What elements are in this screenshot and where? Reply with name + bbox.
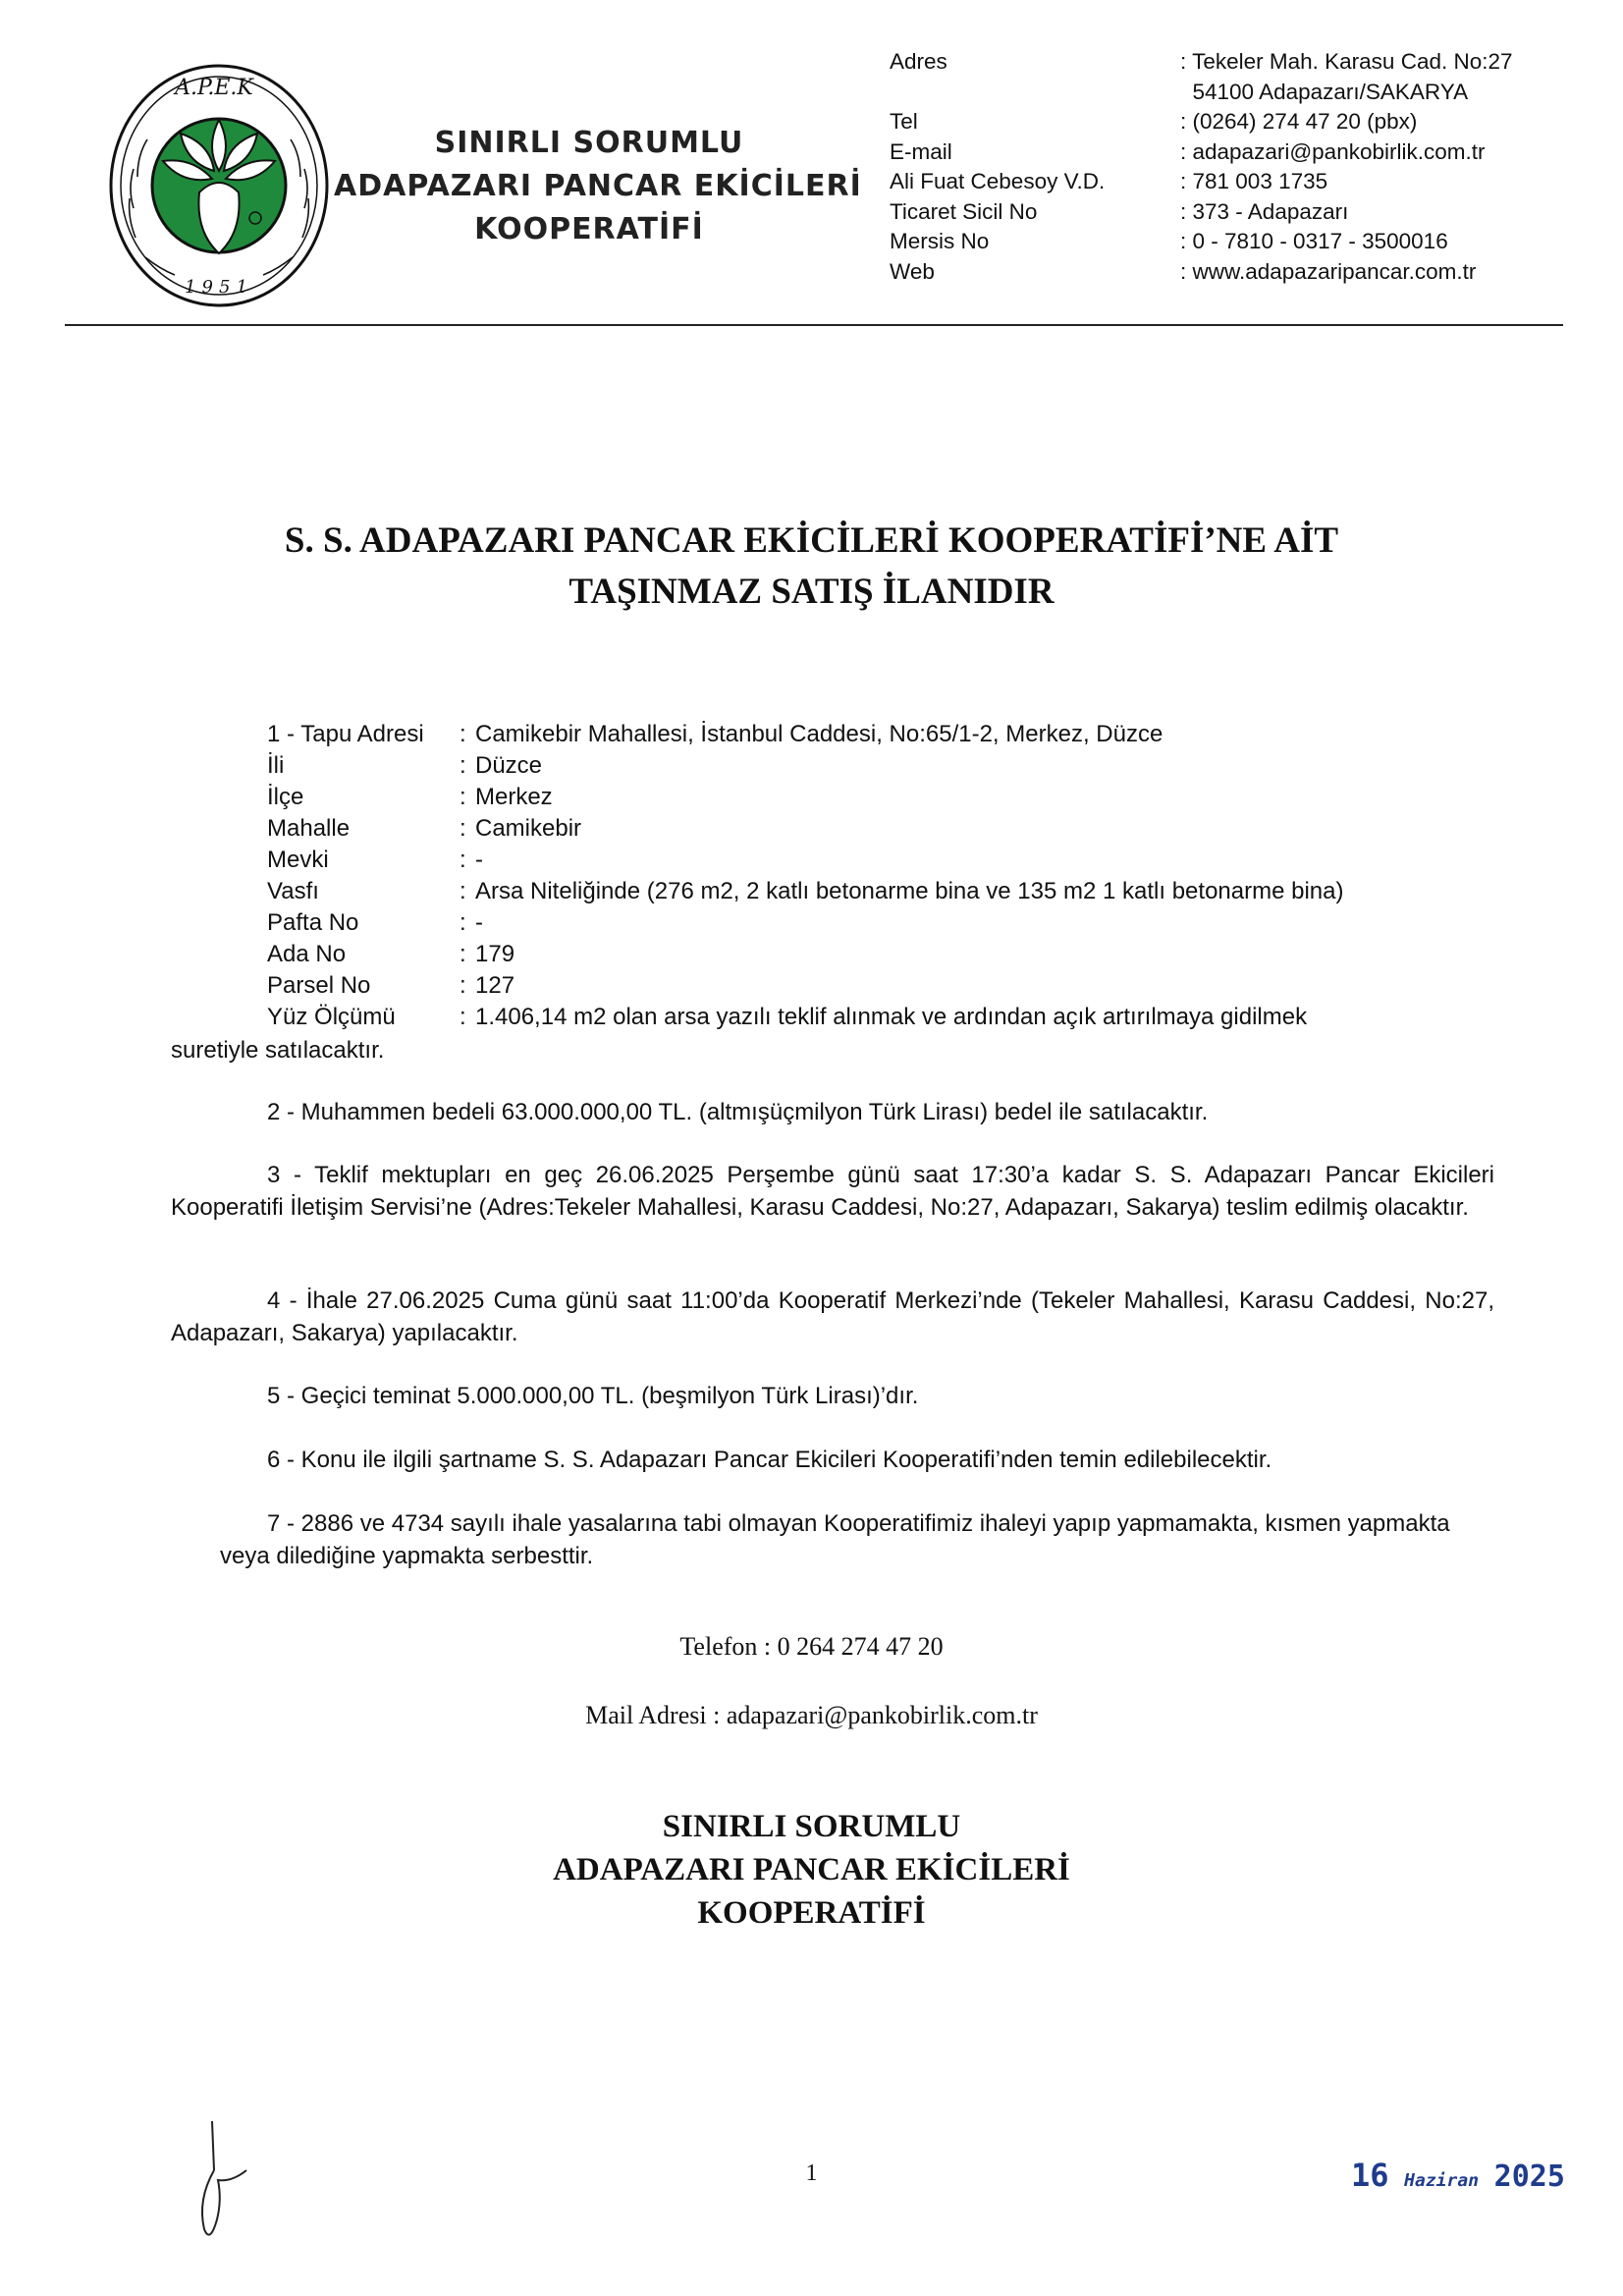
contact-row	[890, 167, 1513, 197]
property-value: Camikebir	[475, 815, 582, 842]
property-sep: :	[460, 847, 466, 873]
property-value: 127	[475, 972, 515, 999]
property-sep: :	[460, 784, 466, 810]
footer-mail: Mail Adresi : adapazari@pankobirlik.com.tr	[585, 1701, 1038, 1729]
date-stamp	[1351, 2157, 1565, 2194]
contact-value: : (0264) 274 47 20 (pbx)	[1180, 109, 1418, 134]
contact-row	[890, 78, 1513, 108]
property-row	[267, 845, 1343, 876]
contact-row	[890, 107, 1513, 137]
contact-label: Web	[890, 258, 935, 284]
property-label: Vasfı	[267, 878, 319, 904]
footer-org-line: ADAPAZARI PANCAR EKİCİLERİ	[553, 1852, 1070, 1887]
footer-org-name	[0, 1805, 1623, 1935]
property-value: Merkez	[475, 784, 553, 810]
footer-org-line: SINIRLI SORUMLU	[662, 1809, 961, 1844]
property-label: İli	[267, 752, 285, 779]
property-row	[267, 939, 1343, 970]
property-value: Düzce	[475, 752, 543, 779]
contact-row	[890, 227, 1513, 257]
header-org-name	[334, 122, 862, 251]
contact-row	[890, 257, 1513, 288]
contact-value: 54100 Adapazarı/SAKARYA	[1180, 79, 1469, 104]
contact-row	[890, 47, 1513, 78]
date-stamp-day: 16	[1351, 2157, 1389, 2194]
contact-label: E-mail	[890, 138, 952, 164]
contact-label: Tel	[890, 109, 918, 134]
page-number: 1	[805, 2160, 818, 2186]
contact-label: Ticaret Sicil No	[890, 198, 1038, 224]
property-sep: :	[460, 941, 466, 967]
property-tail-text: suretiyle satılacaktır.	[171, 1037, 385, 1064]
header-org-line: ADAPAZARI PANCAR EKİCİLERİ	[334, 169, 862, 203]
contact-value: : 781 003 1735	[1180, 169, 1328, 193]
property-details	[267, 719, 1343, 1033]
paragraph-rights: 7 - 2886 ve 4734 sayılı ihale yasalarına tabi olmayan Kooperatifimiz ihaleyi yapıp yapmamakta, kısmen yapmakta veya dilediğine yapmakta serbesttir.	[220, 1510, 1450, 1569]
property-sep: :	[460, 815, 466, 842]
paragraph-specification: 6 - Konu ile ilgili şartname S. S. Adapazarı Pancar Ekicileri Kooperatifi’nden temin edilebilecektir.	[267, 1447, 1272, 1473]
header-org-line: SINIRLI SORUMLU	[434, 126, 744, 160]
property-sep: :	[460, 878, 466, 904]
property-label: 1 - Tapu Adresi	[267, 721, 424, 747]
contact-value: : 373 - Adapazarı	[1180, 198, 1349, 224]
paragraph-deposit: 5 - Geçici teminat 5.000.000,00 TL. (beşmilyon Türk Lirası)’dır.	[267, 1383, 919, 1409]
property-label: Pafta No	[267, 909, 359, 936]
contact-label: Ali Fuat Cebesoy V.D.	[890, 169, 1106, 193]
paragraph-auction-date: 4 - İhale 27.06.2025 Cuma günü saat 11:00’da Kooperatif Merkezi’nde (Tekeler Mahallesi, Karasu Caddesi, No:27, Adapazarı, Sakarya) yapılacaktır.	[171, 1287, 1494, 1346]
property-row	[267, 970, 1343, 1002]
contact-website[interactable]: : www.adapazaripancar.com.tr	[1180, 258, 1477, 284]
property-row	[267, 750, 1343, 782]
contact-block	[890, 47, 1513, 287]
contact-row	[890, 197, 1513, 228]
property-sep: :	[460, 1004, 466, 1030]
property-sep: :	[460, 972, 466, 999]
property-value: Camikebir Mahallesi, İstanbul Caddesi, No:65/1-2, Merkez, Düzce	[475, 721, 1163, 747]
property-label: Yüz Ölçümü	[267, 1004, 396, 1030]
contact-label: Mersis No	[890, 229, 990, 253]
paragraph-offer-deadline: 3 - Teklif mektupları en geç 26.06.2025 Perşembe günü saat 17:30’a kadar S. S. Adapazarı Pancar Ekicileri Kooperatifi İletişim Servisi’ne (Adres:Tekeler Mahallesi, Karasu Caddesi, No:27, Adapazarı, Sakarya) teslim edilmiş olacaktır.	[171, 1162, 1494, 1221]
property-row	[267, 813, 1343, 845]
property-row	[267, 907, 1343, 939]
property-sep: :	[460, 721, 466, 747]
contact-value: : Tekeler Mah. Karasu Cad. No:27	[1180, 49, 1513, 74]
logo-year-text: 1951	[185, 277, 253, 298]
document-title	[0, 516, 1623, 618]
title-line: S. S. ADAPAZARI PANCAR EKİCİLERİ KOOPERATİFİ’NE AİT	[284, 520, 1339, 561]
property-value: 1.406,14 m2 olan arsa yazılı teklif alınmak ve ardından açık artırılmaya gidilmek	[475, 1004, 1308, 1030]
property-row	[267, 876, 1343, 907]
contact-label: Adres	[890, 49, 947, 74]
paragraph-valuation: 2 - Muhammen bedeli 63.000.000,00 TL. (altmışüçmilyon Türk Lirası) bedel ile satılacaktır.	[267, 1099, 1209, 1125]
property-value: Arsa Niteliğinde (276 m2, 2 katlı betonarme bina ve 135 m2 1 katlı betonarme bina)	[475, 878, 1344, 904]
contact-label	[890, 78, 1180, 108]
header-divider	[65, 324, 1563, 326]
property-row	[267, 719, 1343, 750]
header-org-line: KOOPERATİFİ	[474, 212, 704, 246]
property-sep: :	[460, 909, 466, 936]
footer-phone: Telefon : 0 264 274 47 20	[679, 1632, 944, 1661]
property-label: İlçe	[267, 784, 304, 810]
property-value: -	[475, 847, 483, 873]
cooperative-logo	[106, 61, 332, 310]
date-stamp-month: Haziran	[1404, 2170, 1480, 2191]
property-row	[267, 1002, 1343, 1033]
contact-row	[890, 137, 1513, 168]
property-value: -	[475, 909, 483, 936]
property-label: Parsel No	[267, 972, 371, 999]
property-sep: :	[460, 752, 466, 779]
property-label: Mevki	[267, 847, 329, 873]
property-row	[267, 782, 1343, 813]
logo-top-text: A.P.E.K	[175, 76, 253, 100]
property-label: Ada No	[267, 941, 347, 967]
footer-org-line: KOOPERATİFİ	[697, 1895, 926, 1931]
contact-value: : 0 - 7810 - 0317 - 3500016	[1180, 229, 1448, 253]
title-line: TAŞINMAZ SATIŞ İLANIDIR	[568, 572, 1055, 612]
date-stamp-year: 2025	[1493, 2159, 1565, 2194]
contact-email[interactable]: : adapazari@pankobirlik.com.tr	[1180, 138, 1486, 164]
property-label: Mahalle	[267, 815, 351, 842]
property-value: 179	[475, 941, 515, 967]
